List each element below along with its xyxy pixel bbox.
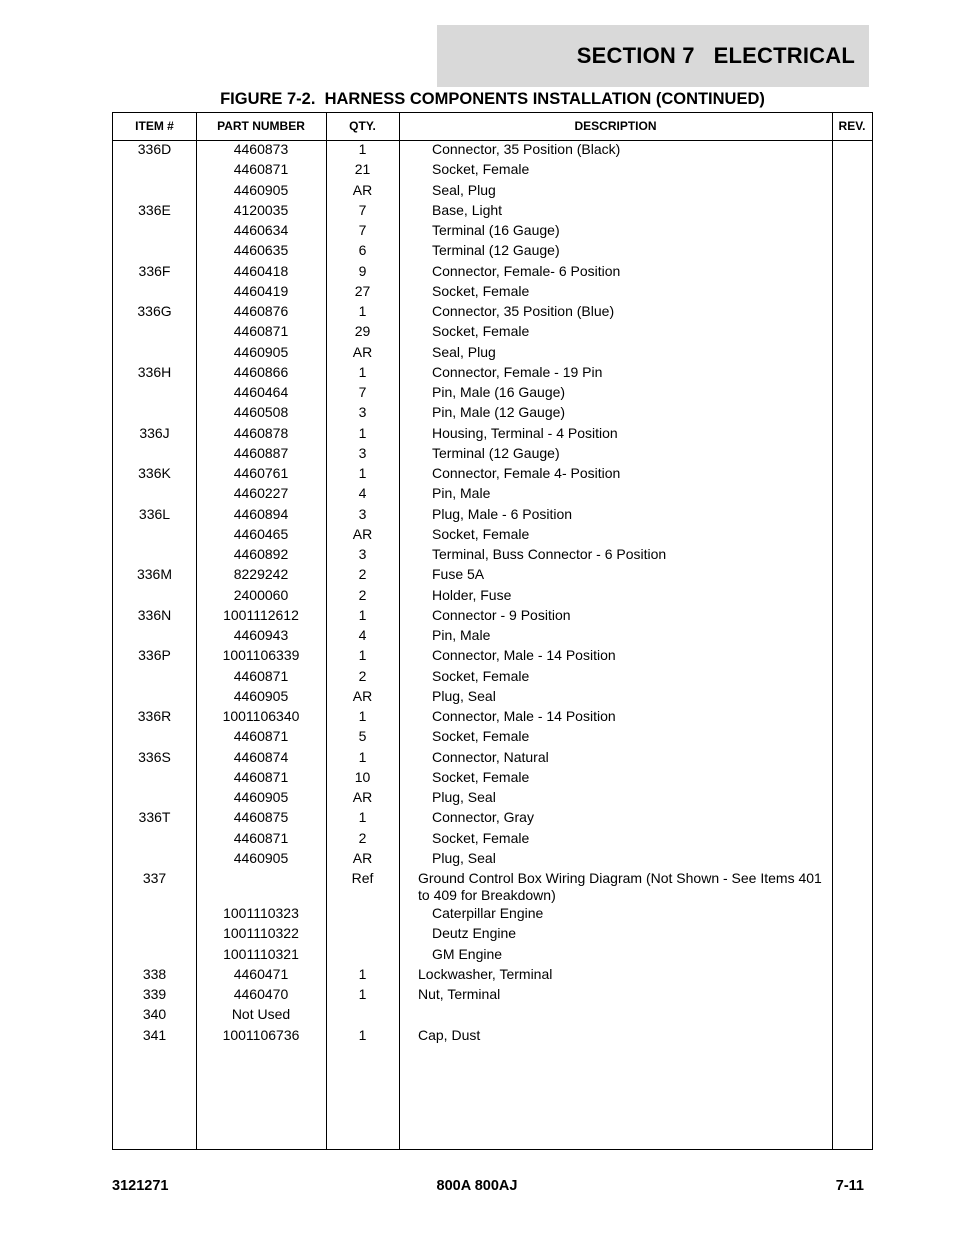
description-cell: Holder, Fuse	[432, 586, 512, 603]
table-row	[113, 221, 872, 241]
part-number-cell: 1001110322	[223, 925, 299, 942]
table-row	[113, 545, 872, 565]
part-number-cell: 4120035	[233, 201, 289, 218]
part-number-cell: 4460876	[233, 303, 289, 319]
table-row	[113, 201, 872, 221]
description-cell: Seal, Plug	[432, 343, 496, 360]
qty-cell: 1	[358, 363, 367, 380]
description-cell: Terminal (12 Gauge)	[432, 444, 560, 461]
qty-cell: 10	[354, 768, 371, 785]
description-cell: Connector, Male - 14 Position	[432, 647, 616, 664]
item-cell: 336H	[137, 363, 172, 380]
qty-cell: 1	[358, 303, 367, 319]
description-cell: Terminal (12 Gauge)	[432, 242, 560, 259]
qty-cell: 3	[358, 444, 367, 461]
description-cell: Fuse 5A	[432, 566, 485, 583]
qty-cell: 1	[358, 424, 367, 441]
table-row	[113, 667, 872, 687]
qty-cell: 1	[358, 1026, 367, 1043]
part-number-cell: 4460887	[233, 444, 289, 461]
part-number-cell: 1001106736	[222, 1026, 300, 1043]
table-row	[113, 586, 872, 606]
part-number-cell: 1001112612	[223, 606, 299, 623]
table-row	[113, 945, 872, 965]
table-row	[113, 262, 872, 282]
qty-cell: 9	[358, 262, 367, 279]
qty-cell: 3	[358, 505, 367, 522]
table-row	[113, 768, 872, 788]
description-cell: Pin, Male	[432, 485, 491, 502]
description-cell: Plug, Seal	[432, 789, 496, 805]
description-cell: GM Engine	[432, 945, 503, 962]
qty-cell: 7	[358, 222, 367, 238]
figure-title: FIGURE 7-2. HARNESS COMPONENTS INSTALLATION (CONTINUED)	[220, 90, 765, 108]
part-number-cell: 4460905	[233, 789, 289, 805]
description-cell: Pin, Male (12 Gauge)	[432, 404, 566, 421]
item-cell: 336P	[138, 647, 171, 664]
qty-cell: AR	[352, 343, 373, 360]
qty-cell: 1	[358, 708, 367, 724]
item-cell: 340	[142, 1006, 167, 1023]
description-cell: Socket, Female	[432, 282, 530, 299]
item-cell: 336D	[137, 141, 172, 157]
part-number-cell: 4460905	[233, 687, 289, 704]
part-number-cell: 4460871	[233, 323, 289, 340]
description-cell: Ground Control Box Wiring Diagram (Not Shown - See Items 401 to 409 for Breakdown)	[418, 870, 822, 903]
description-cell: Housing, Terminal - 4 Position	[432, 424, 618, 441]
part-number-cell: 4460905	[233, 849, 289, 866]
qty-cell: 1	[358, 141, 367, 157]
part-number-cell: Not Used	[231, 1006, 291, 1023]
qty-cell: Ref	[351, 870, 374, 886]
qty-cell: 4	[358, 485, 367, 502]
section-title: SECTION 7 ELECTRICAL	[576, 43, 855, 68]
description-cell: Deutz Engine	[432, 925, 517, 942]
table-row	[113, 322, 872, 342]
qty-cell: 1	[358, 809, 367, 826]
item-cell: 336G	[137, 303, 172, 319]
description-cell: Socket, Female	[432, 667, 530, 684]
qty-cell: 1	[358, 606, 367, 623]
part-number-cell: 4460873	[233, 141, 289, 157]
description-cell: Connector, Female- 6 Position	[432, 262, 621, 279]
qty-cell: 1	[358, 465, 367, 481]
table-row	[113, 985, 872, 1005]
header-part-number: PART NUMBER	[217, 119, 305, 133]
item-cell: 339	[142, 986, 167, 1002]
item-cell: 336J	[139, 424, 170, 441]
table-row	[113, 363, 872, 383]
item-cell: 336L	[138, 505, 171, 522]
part-number-cell: 4460871	[233, 161, 289, 178]
description-cell: Caterpillar Engine	[432, 905, 544, 921]
part-number-cell: 4460761	[233, 465, 289, 481]
part-number-cell: 1001110323	[223, 905, 299, 921]
item-cell: 336T	[138, 809, 171, 826]
description-cell: Plug, Seal	[432, 849, 496, 866]
header-qty: QTY.	[349, 119, 376, 133]
qty-cell: 27	[354, 282, 371, 299]
item-cell: 337	[142, 870, 167, 886]
qty-cell: 3	[358, 546, 367, 562]
qty-cell: AR	[352, 849, 373, 866]
part-number-cell: 1001106340	[222, 708, 300, 724]
description-cell: Cap, Dust	[418, 1026, 481, 1043]
part-number-cell: 4460419	[233, 282, 289, 299]
part-number-cell: 4460871	[233, 728, 289, 745]
part-number-cell: 4460878	[233, 424, 289, 441]
part-number-cell: 4460227	[233, 485, 289, 502]
item-cell: 336M	[136, 566, 173, 583]
table-row	[113, 849, 872, 869]
part-number-cell: 4460635	[233, 242, 289, 259]
item-cell: 341	[142, 1026, 167, 1043]
qty-cell: 7	[358, 384, 367, 400]
part-number-cell: 8229242	[233, 566, 289, 583]
qty-cell: AR	[352, 181, 373, 198]
part-number-cell: 4460508	[233, 404, 289, 421]
part-number-cell: 2400060	[233, 586, 289, 603]
qty-cell: 1	[358, 965, 367, 982]
qty-cell: 1	[358, 986, 367, 1002]
table-row	[113, 829, 872, 849]
table-row	[113, 1005, 872, 1025]
table-row	[113, 403, 872, 423]
part-number-cell: 4460905	[233, 181, 289, 198]
table-row	[113, 181, 872, 201]
part-number-cell: 1001110321	[223, 945, 299, 962]
qty-cell: 2	[358, 667, 367, 684]
description-cell: Connector, Female 4- Position	[432, 465, 621, 481]
description-cell: Socket, Female	[432, 161, 530, 178]
table-row	[113, 505, 872, 525]
table-row	[113, 924, 872, 944]
description-cell: Connector, Gray	[432, 809, 534, 826]
qty-cell: 3	[358, 404, 367, 421]
table-row	[113, 160, 872, 180]
item-cell: 336E	[138, 201, 171, 218]
description-cell: Connector - 9 Position	[432, 606, 571, 623]
part-number-cell: 4460470	[233, 986, 289, 1002]
table-row	[113, 687, 872, 707]
footer-model: 800A 800AJ	[436, 1178, 518, 1194]
description-cell: Connector, Female - 19 Pin	[432, 363, 603, 380]
table-row	[113, 484, 872, 504]
table-row	[113, 707, 872, 727]
table-row	[113, 646, 872, 666]
part-number-cell: 4460871	[233, 829, 289, 846]
description-cell	[418, 1005, 823, 1023]
part-number-cell: 4460905	[233, 343, 289, 360]
qty-cell: 6	[358, 242, 367, 259]
qty-cell: 2	[358, 829, 367, 846]
footer-page-number: 7-11	[835, 1178, 864, 1194]
part-number-cell: 4460875	[233, 809, 289, 826]
part-number-cell: 4460634	[233, 222, 289, 238]
qty-cell: 1	[358, 647, 367, 664]
table-row	[113, 606, 872, 626]
part-number-cell: 4460894	[233, 505, 289, 522]
table-row	[113, 424, 872, 444]
description-cell: Socket, Female	[432, 768, 530, 785]
table-row	[113, 1026, 872, 1046]
part-number-cell: 4460943	[233, 627, 289, 643]
part-number-cell: 1001106339	[222, 647, 300, 664]
table-row	[113, 748, 872, 768]
table-row	[113, 565, 872, 585]
description-cell: Socket, Female	[432, 323, 530, 340]
header-item: ITEM #	[135, 119, 174, 133]
table-row	[113, 965, 872, 985]
qty-cell: 2	[358, 586, 367, 603]
description-cell: Terminal (16 Gauge)	[432, 222, 560, 238]
header-description: DESCRIPTION	[574, 119, 657, 133]
description-cell: Plug, Male - 6 Position	[432, 505, 573, 522]
item-cell: 336F	[138, 262, 171, 279]
part-number-cell: 4460871	[233, 667, 289, 684]
table-row	[113, 343, 872, 363]
qty-cell: 5	[358, 728, 367, 745]
description-cell: Connector, 35 Position (Black)	[432, 141, 621, 157]
table-row	[113, 808, 872, 828]
section-header	[437, 25, 869, 87]
description-cell: Lockwasher, Terminal	[418, 965, 553, 982]
qty-cell: 29	[354, 323, 371, 340]
description-cell: Socket, Female	[432, 829, 530, 846]
item-cell: 336R	[137, 708, 172, 724]
table-row	[113, 383, 872, 403]
table-row	[113, 302, 872, 322]
table-row	[113, 626, 872, 646]
part-number-cell: 4460874	[233, 748, 289, 765]
table-row	[113, 140, 872, 160]
qty-cell: 4	[358, 627, 367, 643]
item-cell: 336S	[138, 748, 171, 765]
qty-cell: 2	[358, 566, 367, 583]
table-row	[113, 444, 872, 464]
description-cell: Terminal, Buss Connector - 6 Position	[432, 546, 667, 562]
table-row	[113, 282, 872, 302]
table-row	[113, 464, 872, 484]
part-number-cell: 4460418	[233, 262, 289, 279]
description-cell: Pin, Male (16 Gauge)	[432, 384, 566, 400]
qty-cell: AR	[352, 789, 373, 805]
description-cell: Nut, Terminal	[418, 986, 501, 1002]
parts-table	[112, 112, 873, 1150]
item-cell: 336K	[138, 465, 171, 481]
qty-cell: AR	[352, 687, 373, 704]
description-cell: Socket, Female	[432, 525, 530, 542]
qty-cell: 21	[354, 161, 371, 178]
description-cell: Base, Light	[432, 201, 503, 218]
description-cell: Socket, Female	[432, 728, 530, 745]
description-cell: Seal, Plug	[432, 181, 496, 198]
table-row	[113, 241, 872, 261]
table-row	[113, 788, 872, 808]
description-cell: Pin, Male	[432, 627, 491, 643]
item-cell: 336N	[137, 606, 172, 623]
description-cell: Connector, Natural	[432, 748, 549, 765]
part-number-cell: 4460892	[233, 546, 289, 562]
header-rev: REV.	[838, 119, 866, 133]
qty-cell: 1	[358, 748, 367, 765]
qty-cell: 7	[358, 201, 367, 218]
part-number-cell: 4460866	[233, 363, 289, 380]
description-cell: Plug, Seal	[432, 687, 496, 704]
table-row	[113, 869, 872, 904]
part-number-cell: 4460871	[233, 768, 289, 785]
description-cell: Connector, 35 Position (Blue)	[432, 303, 615, 319]
qty-cell: AR	[352, 525, 373, 542]
table-body	[113, 140, 872, 1046]
part-number-cell: 4460464	[233, 384, 289, 400]
part-number-cell: 4460471	[233, 965, 289, 982]
table-row	[113, 727, 872, 747]
table-row	[113, 904, 872, 924]
footer-doc-number: 3121271	[112, 1178, 169, 1194]
table-row	[113, 525, 872, 545]
item-cell: 338	[142, 965, 167, 982]
description-cell: Connector, Male - 14 Position	[432, 708, 616, 724]
part-number-cell: 4460465	[233, 525, 289, 542]
